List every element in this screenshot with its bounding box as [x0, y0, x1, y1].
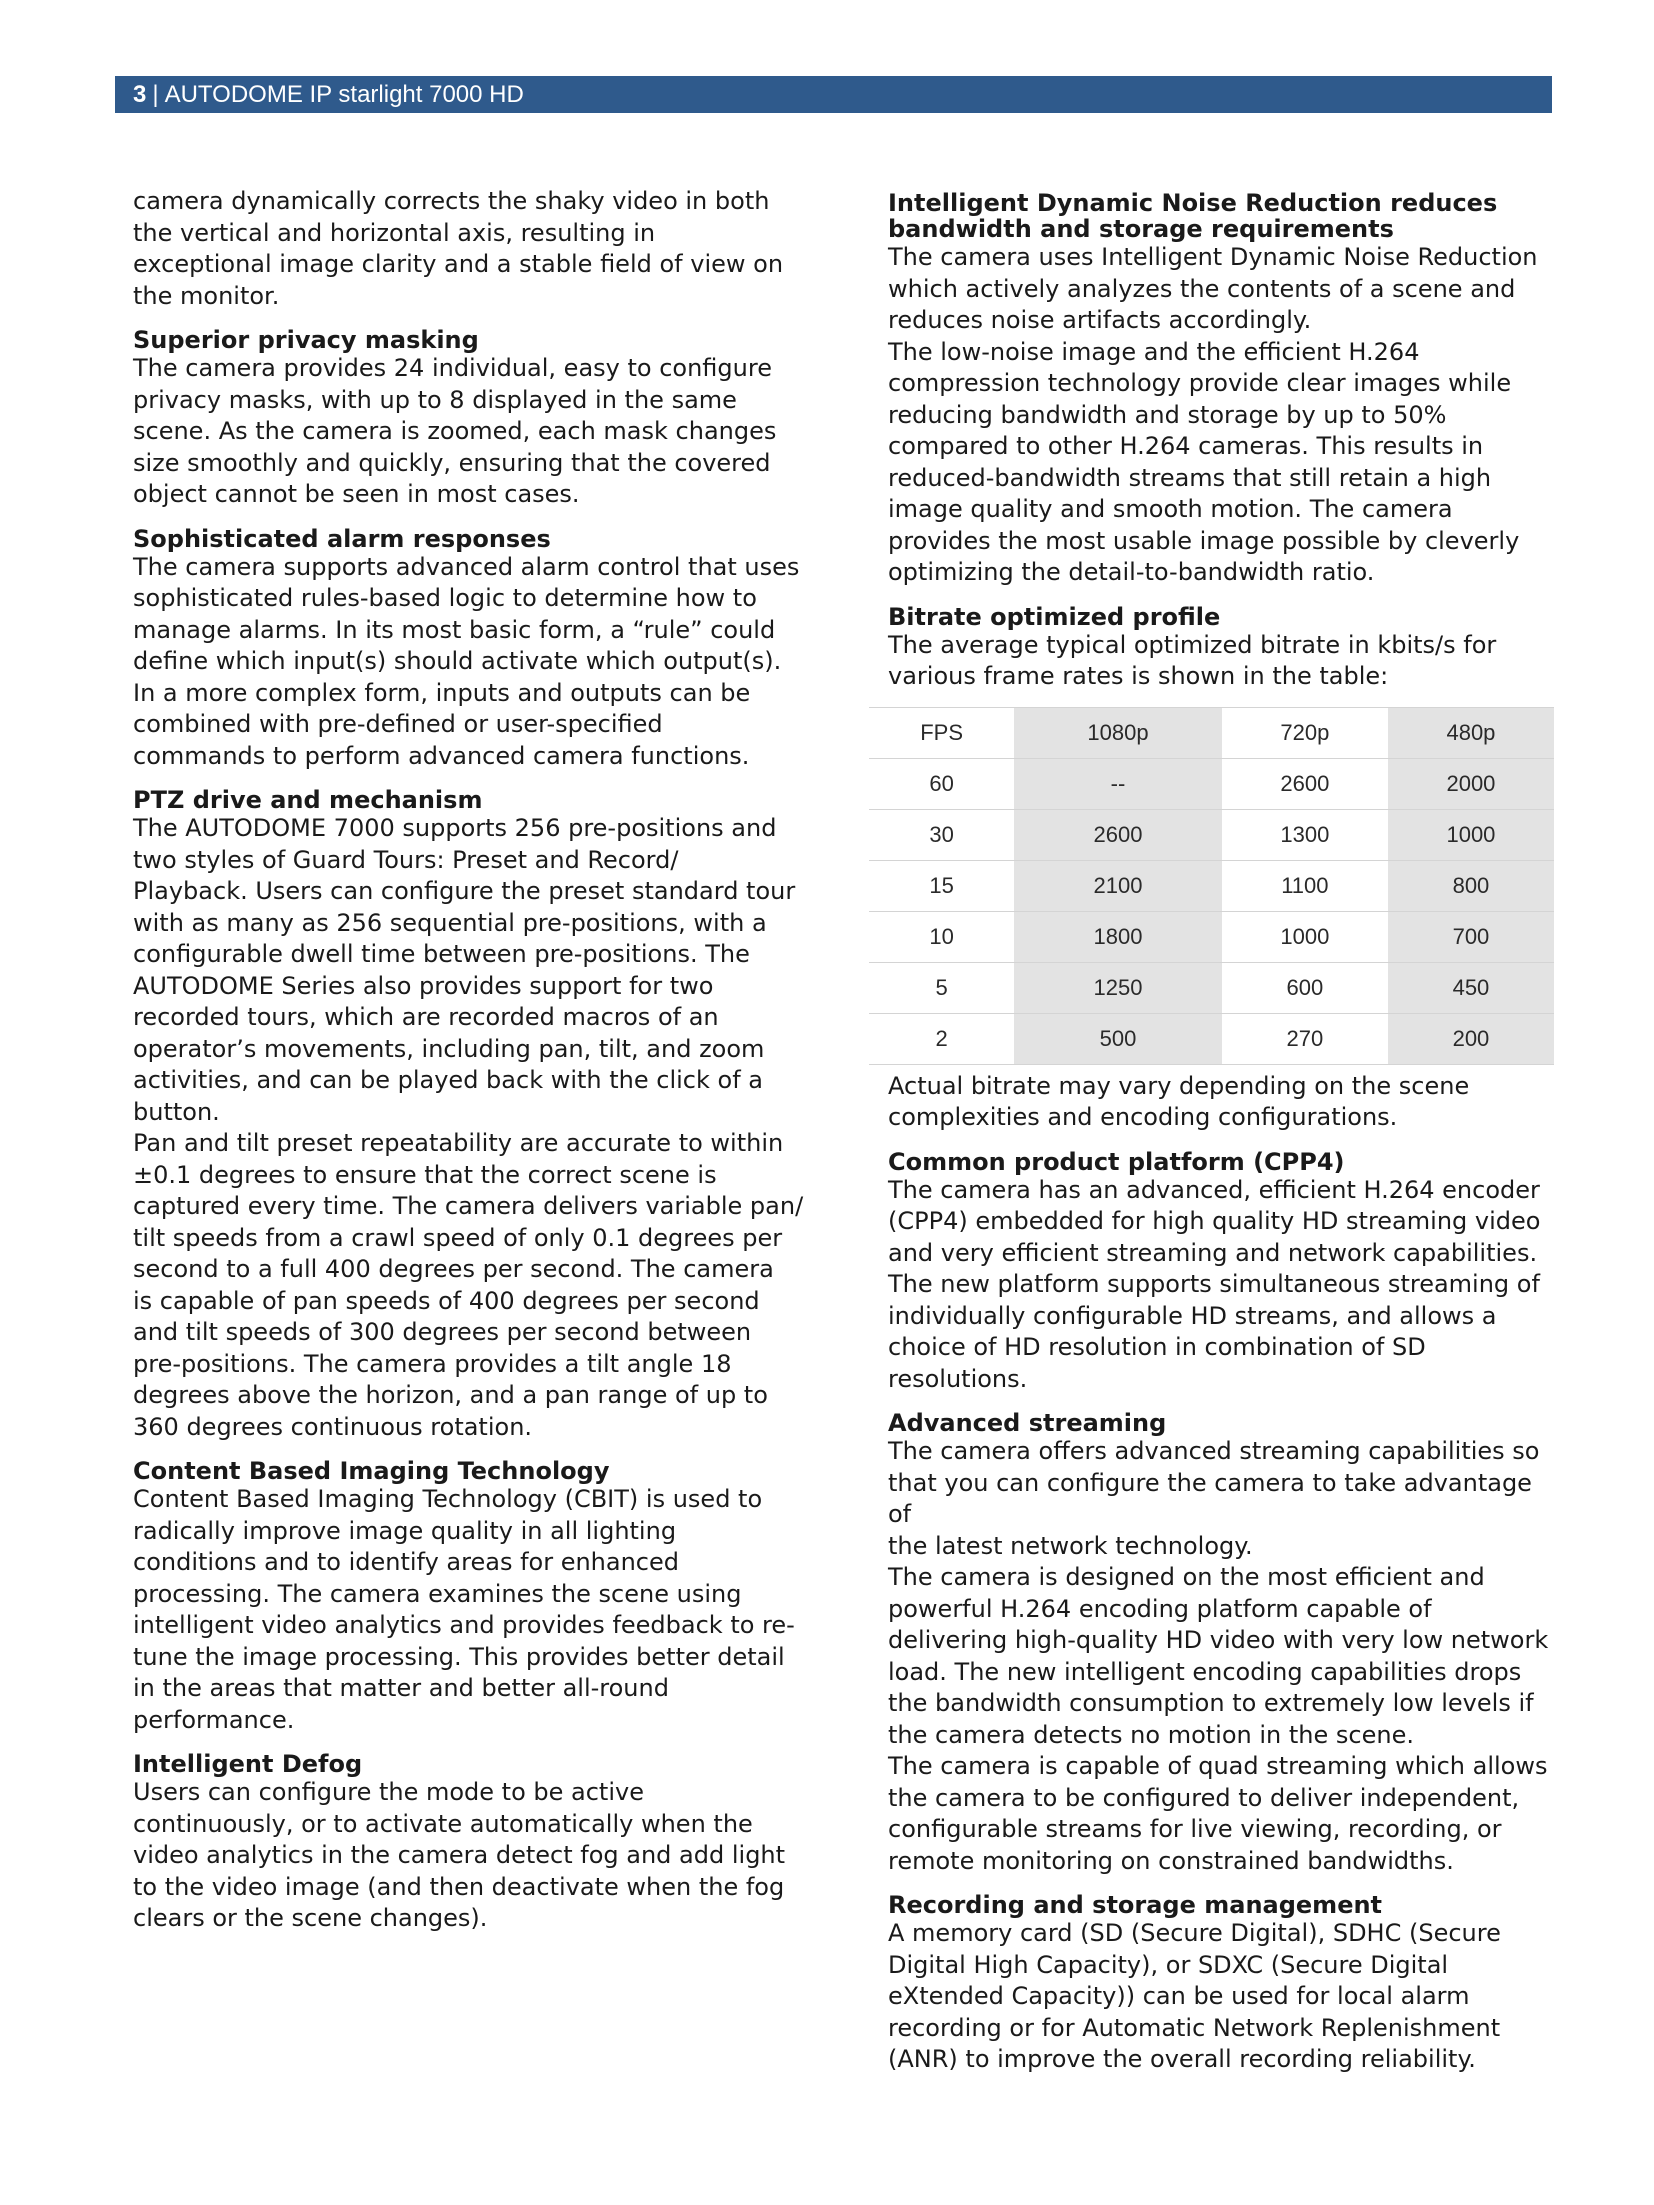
section-heading: Intelligent Defog — [133, 1750, 363, 1778]
text-line: 360 degrees continuous rotation. — [133, 1412, 533, 1441]
text-line: reducing bandwidth and storage by up to 50% — [888, 400, 1447, 429]
section-cbit — [133, 1458, 813, 1736]
text-line: The camera provides 24 individual, easy to configure — [133, 354, 772, 382]
text-line: in the areas that matter and better all-round — [133, 1674, 669, 1702]
text-line: privacy masks, with up to 8 displayed in the same — [133, 385, 737, 414]
text-line: compression technology provide clear images while — [888, 369, 1512, 397]
section-heading: Common product platform (CPP4) — [888, 1147, 1345, 1176]
table-cell: 1800 — [1014, 911, 1222, 962]
table-cell: 600 — [1222, 962, 1388, 1013]
table-cell: 2100 — [1014, 860, 1222, 911]
section-advanced-streaming — [888, 1410, 1553, 1877]
table-cell: 700 — [1388, 911, 1554, 962]
section-heading: bandwidth and storage requirements — [888, 215, 1394, 243]
text-line: size smoothly and quickly, ensuring that the covered — [133, 448, 771, 477]
text-line: (ANR) to improve the overall recording reliability. — [888, 2045, 1476, 2073]
column-header-480p: 480p — [1388, 707, 1554, 758]
text-line: degrees above the horizon, and a pan range of up to — [133, 1381, 768, 1409]
text-line: Digital High Capacity), or SDXC (Secure Digital — [888, 1950, 1449, 1979]
table-cell: 1250 — [1014, 962, 1222, 1013]
table-cell: 2600 — [1014, 809, 1222, 860]
text-line: powerful H.264 encoding platform capable of — [888, 1594, 1432, 1623]
text-line: the latest network technology. — [888, 1531, 1253, 1560]
text-line: with as many as 256 sequential pre-positions, with a — [133, 908, 767, 937]
text-line: The camera uses Intelligent Dynamic Noise Reduction — [888, 243, 1538, 271]
header-separator: | — [152, 80, 159, 108]
text-line: choice of HD resolution in combination of SD — [888, 1333, 1426, 1361]
text-line: the vertical and horizontal axis, resulting in — [133, 218, 656, 247]
text-line: The low-noise image and the efficient H.264 — [888, 337, 1420, 366]
text-line: and tilt speeds of 300 degrees per second between — [133, 1318, 752, 1346]
table-cell: 1100 — [1222, 860, 1388, 911]
bitrate-table — [869, 707, 1554, 1065]
section-heading: PTZ drive and mechanism — [133, 786, 483, 814]
text-line: exceptional image clarity and a stable field of view on — [133, 250, 784, 278]
section-heading: Recording and storage management — [888, 1891, 1383, 1919]
text-line: camera dynamically corrects the shaky video in both — [133, 187, 770, 215]
table-cell: 2000 — [1388, 758, 1554, 809]
text-line: performance. — [133, 1705, 295, 1734]
table-cell: 2600 — [1222, 758, 1388, 809]
text-line: and very efficient streaming and network capabilities. — [888, 1238, 1538, 1267]
text-line: tilt speeds from a crawl speed of only 0.1 degrees per — [133, 1223, 783, 1252]
table-row — [869, 758, 1554, 809]
table-cell: -- — [1014, 758, 1222, 809]
section-heading: Intelligent Dynamic Noise Reduction reduces — [888, 189, 1498, 217]
text-line: Users can configure the mode to be active — [133, 1778, 644, 1806]
column-header-fps: FPS — [869, 707, 1014, 758]
intro-paragraph — [133, 186, 813, 312]
text-line: define which input(s) should activate which output(s). — [133, 647, 782, 675]
text-line: The new platform supports simultaneous streaming of — [888, 1270, 1540, 1298]
text-line: recorded tours, which are recorded macros of an — [133, 1003, 719, 1031]
text-line: which actively analyzes the contents of a scene and — [888, 274, 1516, 303]
table-cell: 800 — [1388, 860, 1554, 911]
text-line: AUTODOME Series also provides support for two — [133, 971, 714, 1000]
text-line: two styles of Guard Tours: Preset and Record/ — [133, 845, 679, 874]
left-column — [133, 186, 813, 1950]
section-defog — [133, 1751, 813, 1935]
text-line: The AUTODOME 7000 supports 256 pre-positions and — [133, 814, 777, 842]
section-heading: Bitrate optimized profile — [888, 602, 1221, 631]
text-line: Playback. Users can configure the preset standard tour — [133, 877, 796, 905]
text-line: pre-positions. The camera provides a tilt angle 18 — [133, 1349, 732, 1378]
text-line: continuously, or to activate automatically when the — [133, 1809, 753, 1838]
text-line: activities, and can be played back with the click of a — [133, 1066, 763, 1094]
text-line: configurable dwell time between pre-positions. The — [133, 940, 750, 968]
column-header-1080p: 1080p — [1014, 707, 1222, 758]
text-line: radically improve image quality in all lighting — [133, 1516, 677, 1545]
document-title: AUTODOME IP starlight 7000 HD — [164, 80, 524, 108]
text-line: remote monitoring on constrained bandwidths. — [888, 1846, 1454, 1875]
text-line: optimizing the detail-to-bandwidth ratio. — [888, 558, 1375, 586]
text-line: captured every time. The camera delivers variable pan/ — [133, 1192, 804, 1220]
text-line: the camera to be configured to deliver independent, — [888, 1783, 1520, 1812]
text-line: complexities and encoding configurations. — [888, 1103, 1398, 1131]
text-line: The camera is capable of quad streaming which allows — [888, 1752, 1548, 1780]
text-line: delivering high-quality HD video with very low network — [888, 1626, 1549, 1654]
table-cell: 270 — [1222, 1013, 1388, 1064]
table-row — [869, 809, 1554, 860]
text-line: sophisticated rules-based logic to determine how to — [133, 584, 757, 612]
right-column — [888, 186, 1553, 2091]
table-cell: 30 — [869, 809, 1014, 860]
text-line: In a more complex form, inputs and outputs can be — [133, 678, 751, 707]
table-cell: 450 — [1388, 962, 1554, 1013]
section-recording-storage — [888, 1892, 1553, 2076]
table-cell: 1300 — [1222, 809, 1388, 860]
text-line: video analytics in the camera detect fog and add light — [133, 1841, 786, 1869]
text-line: The camera supports advanced alarm control that uses — [133, 552, 800, 581]
table-row — [869, 860, 1554, 911]
text-line: scene. As the camera is zoomed, each mask changes — [133, 417, 777, 445]
section-privacy-masking — [133, 327, 813, 511]
text-line: The camera is designed on the most efficient and — [888, 1563, 1485, 1591]
text-line: tune the image processing. This provides better detail — [133, 1642, 785, 1671]
text-line: combined with pre-defined or user-specified — [133, 710, 663, 738]
text-line: various frame rates is shown in the table: — [888, 662, 1389, 690]
text-line: is capable of pan speeds of 400 degrees per second — [133, 1286, 760, 1315]
text-line: conditions and to identify areas for enhanced — [133, 1548, 679, 1576]
text-line: the bandwidth consumption to extremely low levels if — [888, 1689, 1534, 1717]
text-line: intelligent video analytics and provides feedback to re- — [133, 1611, 795, 1639]
table-cell: 1000 — [1222, 911, 1388, 962]
text-line: Pan and tilt preset repeatability are accurate to within — [133, 1129, 784, 1157]
section-heading: Superior privacy masking — [133, 326, 479, 354]
text-line: The camera has an advanced, efficient H.264 encoder — [888, 1175, 1540, 1204]
table-cell: 200 — [1388, 1013, 1554, 1064]
table-cell: 2 — [869, 1013, 1014, 1064]
table-cell: 10 — [869, 911, 1014, 962]
text-line: button. — [133, 1097, 220, 1126]
table-header-row — [869, 707, 1554, 758]
text-line: reduces noise artifacts accordingly. — [888, 306, 1312, 334]
text-line: Content Based Imaging Technology (CBIT) is used to — [133, 1485, 763, 1513]
text-line: A memory card (SD (Secure Digital), SDHC (Secure — [888, 1919, 1501, 1947]
text-line: individually configurable HD streams, and allows a — [888, 1301, 1497, 1330]
text-line: ±0.1 degrees to ensure that the correct scene is — [133, 1160, 717, 1189]
text-line: operator’s movements, including pan, tilt, and zoom — [133, 1034, 765, 1063]
header-bar — [115, 76, 1552, 113]
text-line: The average typical optimized bitrate in kbits/s for — [888, 630, 1497, 659]
text-line: configurable streams for live viewing, recording, or — [888, 1815, 1502, 1843]
text-line: load. The new intelligent encoding capabilities drops — [888, 1657, 1522, 1686]
table-cell: 1000 — [1388, 809, 1554, 860]
section-alarm-responses — [133, 526, 813, 773]
section-noise-reduction — [888, 190, 1553, 589]
text-line: resolutions. — [888, 1364, 1028, 1393]
text-line: second to a full 400 degrees per second. The camera — [133, 1255, 774, 1283]
section-bitrate-profile — [888, 604, 1553, 693]
text-line: Actual bitrate may vary depending on the scene — [888, 1071, 1470, 1100]
table-footnote — [888, 1071, 1553, 1134]
text-line: to the video image (and then deactivate when the fog — [133, 1872, 785, 1901]
text-line: that you can configure the camera to take advantage of — [888, 1468, 1532, 1528]
text-line: reduced-bandwidth streams that still retain a high — [888, 463, 1492, 492]
text-line: processing. The camera examines the scene using — [133, 1579, 742, 1608]
section-heading: Advanced streaming — [888, 1409, 1167, 1437]
text-line: clears or the scene changes). — [133, 1904, 488, 1932]
text-line: eXtended Capacity)) can be used for local alarm — [888, 1982, 1470, 2010]
text-line: recording or for Automatic Network Replenishment — [888, 2013, 1501, 2042]
text-line: the monitor. — [133, 281, 280, 310]
table-row — [869, 911, 1554, 962]
table-cell: 5 — [869, 962, 1014, 1013]
section-heading: Sophisticated alarm responses — [133, 524, 551, 553]
section-cpp4 — [888, 1149, 1553, 1396]
table-cell: 60 — [869, 758, 1014, 809]
table-row — [869, 1013, 1554, 1064]
text-line: provides the most usable image possible by cleverly — [888, 526, 1520, 555]
text-line: the camera detects no motion in the scene. — [888, 1720, 1414, 1749]
text-line: compared to other H.264 cameras. This results in — [888, 432, 1484, 460]
table-cell: 500 — [1014, 1013, 1222, 1064]
page-number: 3 — [133, 80, 147, 108]
text-line: The camera offers advanced streaming capabilities so — [888, 1437, 1540, 1465]
text-line: manage alarms. In its most basic form, a “rule” could — [133, 615, 776, 644]
text-line: image quality and smooth motion. The camera — [888, 495, 1453, 523]
text-line: object cannot be seen in most cases. — [133, 480, 580, 508]
section-ptz-drive — [133, 787, 813, 1443]
table-cell: 15 — [869, 860, 1014, 911]
text-line: commands to perform advanced camera functions. — [133, 741, 750, 770]
section-heading: Content Based Imaging Technology — [133, 1457, 610, 1485]
text-line: (CPP4) embedded for high quality HD streaming video — [888, 1207, 1541, 1235]
column-header-720p: 720p — [1222, 707, 1388, 758]
table-row — [869, 962, 1554, 1013]
